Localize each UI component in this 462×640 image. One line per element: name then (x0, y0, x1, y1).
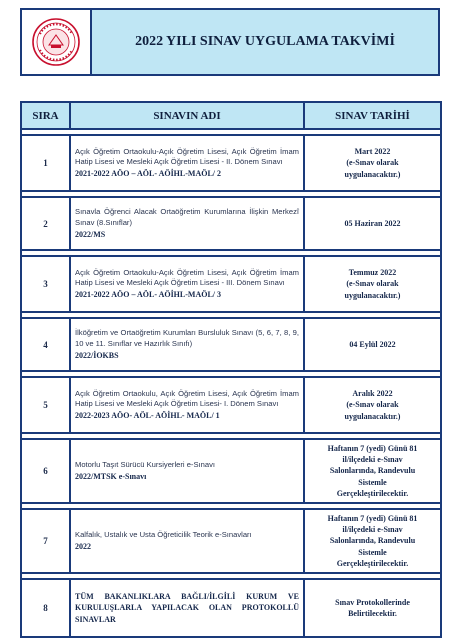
table-row (21, 509, 441, 573)
meb-logo-icon (30, 16, 82, 68)
sinav-tarihi-cell (304, 579, 441, 637)
exam-code-text: 2022 (75, 541, 91, 551)
table-row (21, 439, 441, 503)
sinav-tarihi-cell (304, 256, 441, 312)
exam-name-text: Açık Öğretim Ortaokulu, Açık Öğretim Lisesi, Açık Öğretim İmam Hatip Lisesi ve Mesleki Açık Öğretim Lisesi- I. Dönem Sınavı (75, 388, 299, 409)
exam-date-text: Sınav Protokollerinde (335, 597, 410, 607)
exam-date-text: il/ilçedeki e-Sınav (342, 455, 403, 465)
exam-date-text: Haftanın 7 (yedi) Günü 81 (327, 444, 418, 454)
exam-code-text: 2022/MTSK e-Sınavı (75, 471, 147, 481)
sira-cell: 1 (21, 135, 70, 191)
table-row (21, 377, 441, 433)
sinav-adi-cell (70, 509, 304, 573)
exam-date-text: Mart 2022 (354, 147, 391, 157)
exam-date-text: Salonlarında, Randevulu (329, 536, 416, 546)
exam-name-text: Sınavla Öğrenci Alacak Ortaöğretim Kurumlarına İlişkin Merkezî Sınav (8.Sınıflar) (75, 207, 299, 227)
exam-date-text: Salonlarında, Randevulu (329, 466, 416, 476)
table-row (21, 256, 441, 312)
sinav-tarihi-cell (304, 439, 441, 503)
exam-date-text: Sistemle (358, 547, 387, 557)
sinav-adi-cell (70, 318, 304, 371)
exam-date-text: 04 Eylül 2022 (349, 339, 396, 349)
sira-cell: 8 (21, 579, 70, 637)
exam-date-text: uygulanacaktır.) (344, 169, 401, 179)
exam-date-text: Belirtilecektir. (348, 609, 397, 618)
exam-code-text: 2022/MS (75, 229, 106, 239)
sira-cell: 2 (21, 197, 70, 250)
sira-cell: 6 (21, 439, 70, 503)
sinav-tarihi-cell (304, 197, 441, 250)
exam-code-text: TÜM BAKANLIKLARA BAĞLI/İLGİLİ KURUM VE KURULUŞLARLA YAPILACAK OLAN PROTOKOLLÜ SINAVLAR (75, 591, 299, 624)
table-row (21, 579, 441, 637)
col-header-sinav-adi: SINAVIN ADI (70, 102, 304, 129)
logo-cell (22, 10, 92, 74)
exam-date-text: (e-Sınav olarak (346, 158, 399, 168)
table-row (21, 197, 441, 250)
sira-cell: 4 (21, 318, 70, 371)
sinav-adi-cell (70, 439, 304, 503)
table-header-row (21, 102, 441, 129)
exam-code-text: 2022-2023 AÖO- AÖL- AÖİHL- MAÖL/ 1 (75, 411, 220, 421)
exam-name-text: Kalfalık, Ustalık ve Usta Öğreticilik Teorik e-Sınavları (75, 529, 252, 539)
page-title: 2022 YILI SINAV UYGULAMA TAKVİMİ (92, 10, 438, 74)
exam-date-text: Aralık 2022 (352, 389, 393, 399)
sira-cell: 7 (21, 509, 70, 573)
exam-date-text: 05 Haziran 2022 (344, 218, 401, 228)
exam-date-text: uygulanacaktır.) (344, 411, 401, 421)
sinav-adi-cell (70, 197, 304, 250)
exam-calendar-table (20, 101, 442, 638)
col-header-sinav-tarihi: SINAV TARİHİ (304, 102, 441, 129)
exam-code-text: 2022/İOKBS (75, 350, 119, 360)
sinav-tarihi-cell (304, 509, 441, 573)
sinav-adi-cell (70, 256, 304, 312)
sinav-tarihi-cell (304, 135, 441, 191)
exam-date-text: Gerçekleştirilecektir. (336, 488, 409, 498)
exam-date-text: (e-Sınav olarak (346, 279, 399, 289)
header-box (20, 8, 440, 76)
table-row (21, 135, 441, 191)
exam-code-text: 2021-2022 AÖO – AÖL- AÖİHL-MAÖL/ 2 (75, 169, 222, 179)
exam-name-text: Motorlu Taşıt Sürücü Kursiyerleri e-Sınavı (75, 459, 215, 469)
exam-date-text: Sistemle (358, 477, 387, 487)
exam-date-text: il/ilçedeki e-Sınav (342, 525, 403, 535)
exam-name-text: Açık Öğretim Ortaokulu-Açık Öğretim Lisesi, Açık Öğretim İmam Hatip Lisesi ve Mesleki Açık Öğretim Lisesi - II. Dönem Sınavı (75, 146, 299, 167)
exam-date-text: Temmuz 2022 (348, 268, 397, 278)
sinav-adi-cell (70, 377, 304, 433)
exam-code-text: 2021-2022 AÖO – AÖL- AÖİHL-MAÖL/ 3 (75, 290, 222, 300)
sira-cell: 3 (21, 256, 70, 312)
exam-date-text: Gerçekleştirilecektir. (336, 558, 409, 568)
table-row (21, 318, 441, 371)
exam-date-text: Haftanın 7 (yedi) Günü 81 (327, 514, 418, 524)
exam-date-text: (e-Sınav olarak (346, 400, 399, 410)
col-header-sira: SIRA (21, 102, 70, 129)
exam-name-text: Açık Öğretim Ortaokulu-Açık Öğretim Lisesi, Açık Öğretim İmam Hatip Lisesi ve Mesleki Açık Öğretim Lisesi - III. Dönem Sınavı (75, 267, 299, 288)
exam-date-text: uygulanacaktır.) (344, 290, 401, 300)
sinav-adi-cell (70, 135, 304, 191)
exam-name-text: İlköğretim ve Ortaöğretim Kurumları Bursluluk Sınavı (5, 6, 7, 8, 9, 10 ve 11. Sınıflar ve Hazırlık Sınıfı) (75, 328, 299, 348)
sira-cell: 5 (21, 377, 70, 433)
sinav-tarihi-cell (304, 377, 441, 433)
sinav-tarihi-cell (304, 318, 441, 371)
sinav-adi-cell (70, 579, 304, 637)
